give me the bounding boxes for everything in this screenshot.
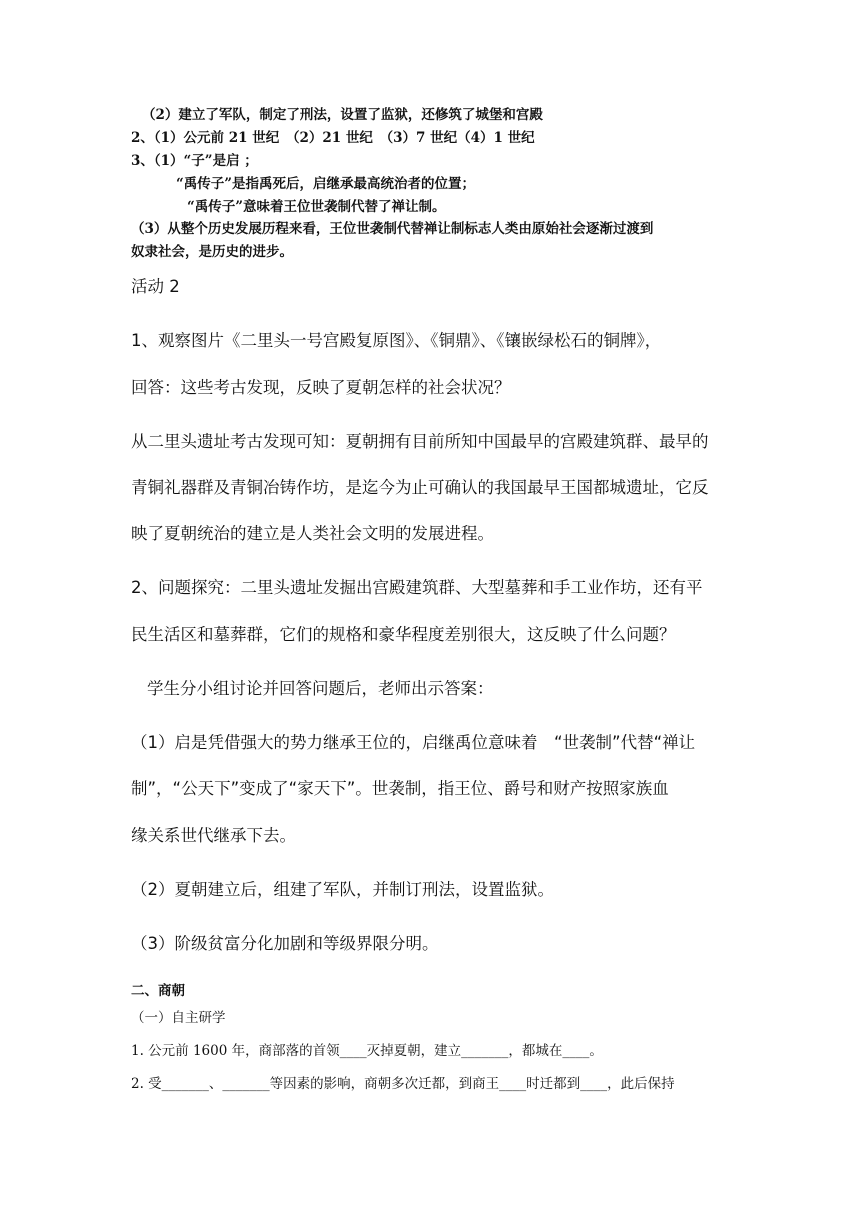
- activity-title: 活动 2: [131, 277, 180, 296]
- answer-2-3: （3）阶级贫富分化加剧和等级界限分明。: [131, 934, 439, 953]
- answer-line-history-1: （3）从整个历史发展历程来看，王位世袭制代替禅让制标志人类由原始社会逐渐过渡到: [131, 221, 654, 237]
- answer-2-1-line-3: 缘关系世代继承下去。: [131, 826, 296, 845]
- question-2-line-1: 2、问题探究：二里头遗址发掘出宫殿建筑群、大型墓葬和手工业作坊，还有平: [131, 578, 703, 597]
- section-heading-shang: 二、商朝: [131, 983, 185, 999]
- question-2-line-2: 民生活区和墓葬群，它们的规格和豪华程度差别很大，这反映了什么问题？: [131, 625, 676, 644]
- discussion-intro: 学生分小组讨论并回答问题后，老师出示答案：: [147, 679, 494, 698]
- question-1-line-2: 回答：这些考古发现，反映了夏朝怎样的社会状况？: [131, 378, 511, 397]
- answer-line-dates: 2、（1）公元前 21 世纪 （2）21 世纪 （3）7 世纪（4）1 世纪: [131, 130, 535, 146]
- answer-1-line-1: 从二里头遗址考古发现可知：夏朝拥有目前所知中国最早的宫殿建筑群、最早的: [131, 432, 709, 451]
- answer-line-history-2: 奴隶社会，是历史的进步。: [131, 244, 293, 260]
- answer-line-zi: 3、（1）“子”是启 ；: [131, 153, 258, 169]
- answer-1-line-2: 青铜礼器群及青铜冶铸作坊，是迄今为止可确认的我国最早王国都城遗址，它反: [131, 478, 709, 497]
- answer-line-military: （2）建立了军队，制定了刑法，设置了监狱，还修筑了城堡和宫殿: [142, 107, 543, 123]
- subsection-self-study: （一）自主研学: [131, 1010, 226, 1026]
- answer-1-line-3: 映了夏朝统治的建立是人类社会文明的发展进程。: [131, 524, 494, 543]
- fill-in-line-1: 1. 公元前 1600 年，商部落的首领____灭掉夏朝，建立_______，都城在____。: [131, 1043, 603, 1059]
- answer-line-yuchuanzi-1: “禹传子”是指禹死后，启继承最高统治者的位置；: [176, 176, 476, 192]
- fill-in-line-2: 2. 受_______、_______等因素的影响，商朝多次迁都，到商王____时迁都到____，此后保持: [131, 1076, 675, 1092]
- answer-2-2: （2）夏朝建立后，组建了军队，并制订刑法，设置监狱。: [131, 880, 554, 899]
- question-1-line-1: 1、观察图片《二里头一号宫殿复原图》、《铜鼎》、《镶嵌绿松石的铜牌》，: [131, 331, 662, 350]
- answer-2-1-line-1: （1）启是凭借强大的势力继承王位的，启继禹位意味着 “世袭制”代替“禅让: [131, 733, 696, 752]
- answer-2-1-line-2: 制”，“公天下”变成了“家天下”。世袭制，指王位、爵号和财产按照家族血: [131, 779, 669, 798]
- answer-line-yuchuanzi-2: “禹传子”意味着王位世袭制代替了禅让制。: [187, 199, 446, 215]
